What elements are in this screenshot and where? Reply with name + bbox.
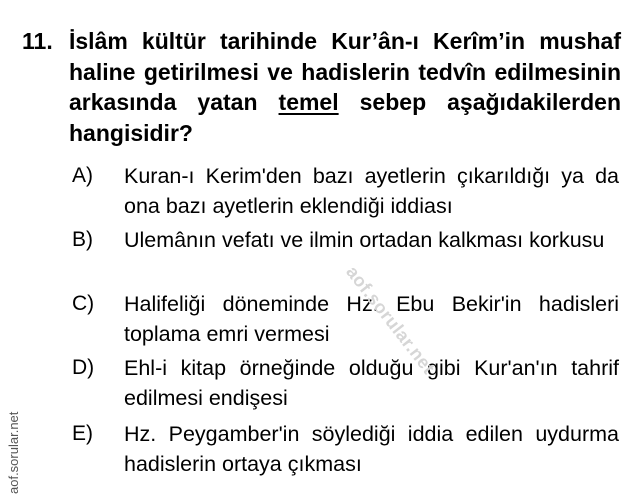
option-letter: B) [72,228,93,251]
option-text: Ehl-i kitap örneğinde olduğu gibi Kur'an'ın tahrif edilmesi endişesi [124,356,619,410]
question-number: 11. [22,28,53,54]
side-watermark: aof.sorular.net [6,411,21,494]
option-text: Ulemânın vefatı ve ilmin ortadan kalkması korkusu [124,228,605,252]
question-emphasis: temel [278,89,339,115]
option-letter: A) [72,164,93,187]
option-text: Halifeliği döneminde Hz. Ebu Bekir'in hadisleri toplama emri vermesi [124,292,619,346]
option-text: Hz. Peygamber'in söylediği iddia edilen uydurma hadislerin ortaya çıkması [124,422,619,476]
option-letter: D) [72,356,95,379]
question-text-before: İslâm kültür tarihinde Kur’ân-ı Kerîm’in mushaf haline getirilmesi ve hadislerin tedvîn edilmesinin arkasında yatan [69,28,621,115]
diagonal-watermark: aof.sorular.net [342,262,439,378]
option-text: Kuran-ı Kerim'den bazı ayetlerin çıkarıldığı ya da ona bazı ayetlerin eklendiği iddiası [124,164,619,218]
option-letter: C) [72,292,95,315]
option-letter: E) [72,422,93,445]
question-text-after: sebep aşağıdakilerden hangisidir? [69,89,621,146]
question-stem [69,26,621,148]
